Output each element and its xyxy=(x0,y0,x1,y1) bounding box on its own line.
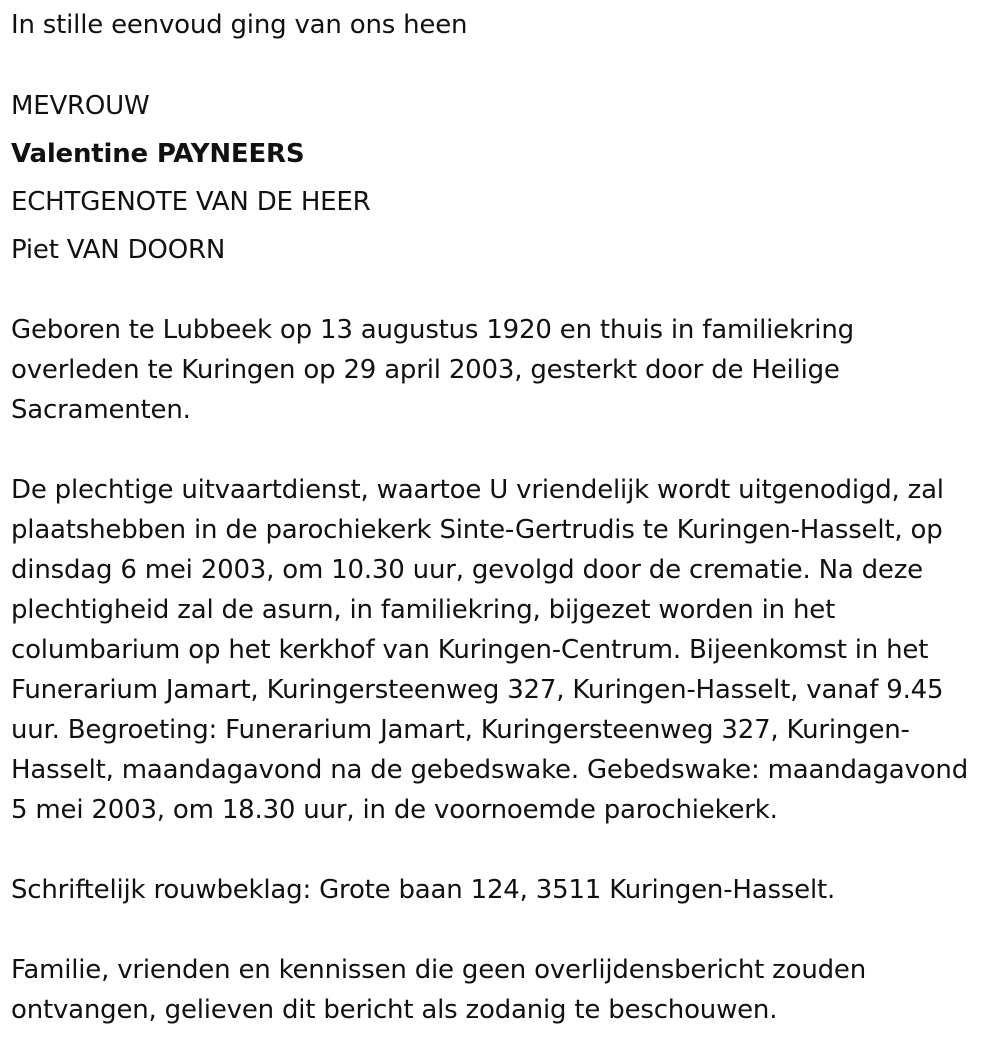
paragraph-line: Geboren te Lubbeek op 13 augustus 1920 en thuis in familiekring xyxy=(11,315,854,345)
paragraph-line: Sacramenten. xyxy=(11,395,191,425)
paragraph-line: ontvangen, gelieven dit bericht als zodanig te beschouwen. xyxy=(11,995,778,1025)
condolence-paragraph xyxy=(11,870,991,910)
paragraph-line: Hasselt, maandagavond na de gebedswake. Gebedswake: maandagavond xyxy=(11,755,969,785)
paragraph-line: 5 mei 2003, om 18.30 uur, in de voornoemde parochiekerk. xyxy=(11,795,778,825)
spouse-name: Piet VAN DOORN xyxy=(11,235,226,265)
paragraph-line: overleden te Kuringen op 29 april 2003, gesterkt door de Heilige xyxy=(11,355,840,385)
paragraph-line: dinsdag 6 mei 2003, om 10.30 uur, gevolgd door de crematie. Na deze xyxy=(11,555,923,585)
paragraph-line: columbarium op het kerkhof van Kuringen-Centrum. Bijeenkomst in het xyxy=(11,635,929,665)
paragraph-line: plechtigheid zal de asurn, in familiekring, bijgezet worden in het xyxy=(11,595,836,625)
person-name: Valentine PAYNEERS xyxy=(11,139,305,169)
person-relation: ECHTGENOTE VAN DE HEER xyxy=(11,187,371,217)
intro-line: In stille eenvoud ging van ons heen xyxy=(11,10,468,40)
paragraph-line: Funerarium Jamart, Kuringersteenweg 327, Kuringen-Hasselt, vanaf 9.45 xyxy=(11,675,944,705)
birth-paragraph xyxy=(11,310,991,430)
notice-paragraph xyxy=(11,950,991,1030)
paragraph-line: plaatshebben in de parochiekerk Sinte-Gertrudis te Kuringen-Hasselt, op xyxy=(11,515,943,545)
paragraph-line: uur. Begroeting: Funerarium Jamart, Kuringersteenweg 327, Kuringen- xyxy=(11,715,910,745)
paragraph-line: Schriftelijk rouwbeklag: Grote baan 124, 3511 Kuringen-Hasselt. xyxy=(11,875,836,905)
paragraph-line: De plechtige uitvaartdienst, waartoe U vriendelijk wordt uitgenodigd, zal xyxy=(11,475,944,505)
paragraph-line: Familie, vrienden en kennissen die geen overlijdensbericht zouden xyxy=(11,955,866,985)
person-block xyxy=(11,86,371,278)
person-title: MEVROUW xyxy=(11,91,150,121)
funeral-paragraph xyxy=(11,470,991,830)
